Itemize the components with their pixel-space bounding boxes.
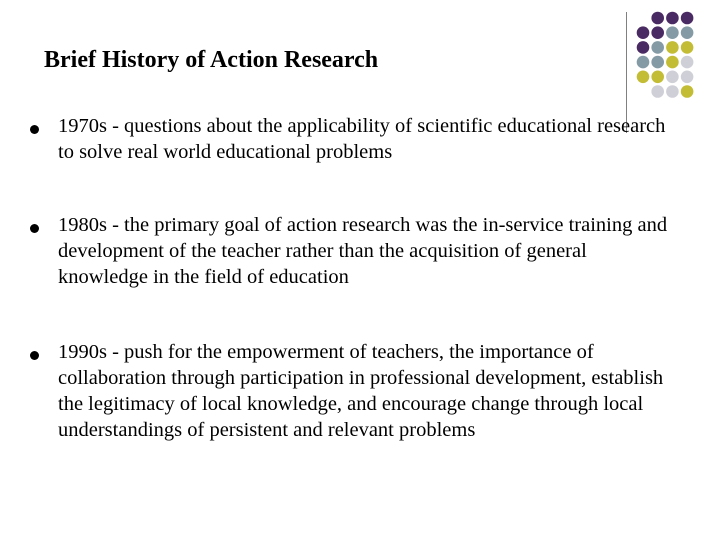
- bullet-text: 1970s - questions about the applicability of scientific educational research to solve real world educational problems: [58, 115, 666, 163]
- bullet-text: 1990s - push for the empowerment of teachers, the importance of collaboration through participation in professional development, establish the legitimacy of local knowledge, and encourage change through local understandings of persistent and relevant problems: [58, 341, 664, 441]
- decorative-dot: [681, 26, 694, 39]
- decorative-dot: [651, 41, 664, 54]
- decorative-dot: [681, 56, 694, 69]
- bullet-text: 1980s - the primary goal of action research was the in-service training and development of the teacher rather than the acquisition of general knowledge in the field of education: [58, 214, 668, 288]
- decorative-dot: [666, 71, 679, 84]
- bullet-marker: [30, 351, 39, 360]
- decorative-dot: [637, 41, 650, 54]
- decorative-dot: [637, 71, 650, 84]
- bullet-marker: [30, 125, 39, 134]
- decorative-dot: [651, 56, 664, 69]
- decorative-dot: [681, 71, 694, 84]
- decorative-dot: [666, 41, 679, 54]
- slide-title: Brief History of Action Research: [44, 47, 379, 73]
- decorative-dot: [651, 26, 664, 39]
- decorative-dot: [637, 26, 650, 39]
- decorative-dot: [637, 56, 650, 69]
- decorative-dot: [651, 71, 664, 84]
- decorative-dot: [651, 85, 664, 98]
- decorative-dot: [666, 12, 679, 25]
- decorative-dot: [681, 41, 694, 54]
- decorative-dot: [651, 12, 664, 25]
- decorative-dot: [681, 85, 694, 98]
- decorative-dot: [666, 56, 679, 69]
- decorative-dot: [666, 85, 679, 98]
- decorative-dot: [666, 26, 679, 39]
- bullet-marker: [30, 224, 39, 233]
- decorative-dot: [681, 12, 694, 25]
- decorative-dot-grid: [0, 0, 720, 120]
